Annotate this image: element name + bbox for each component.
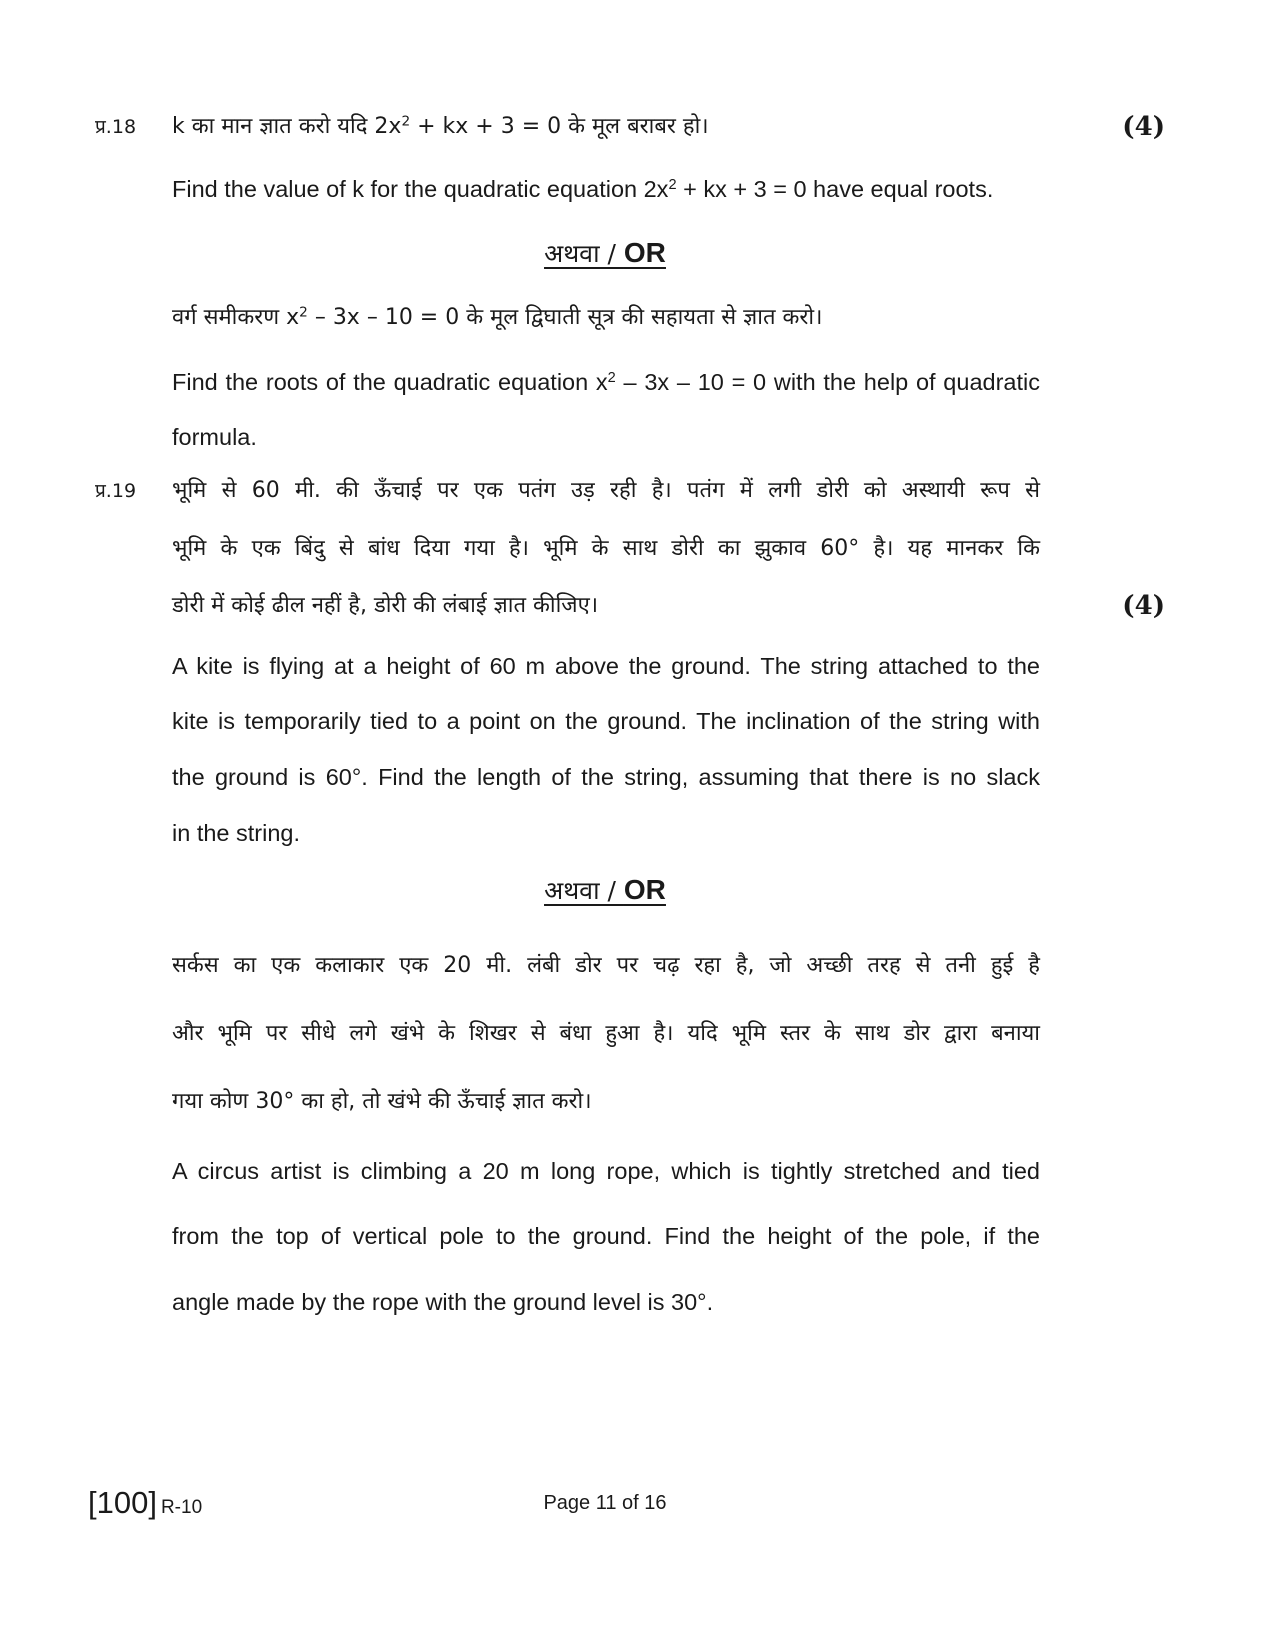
or-separator: / [599,239,624,268]
or-hindi: अथवा [544,239,600,268]
paper-code: [100] [88,1485,157,1520]
q18-hindi-superscript: 2 [401,113,411,130]
or-hindi: अथवा [544,876,600,905]
q19-english-line-4: in the string. [172,820,301,846]
q18-alt-hindi-text [172,303,1040,333]
q18-english-superscript: 2 [668,177,677,193]
q18-hindi-part-a: k का मान ज्ञात करो यदि 2x [172,114,402,139]
q19-alt-hindi-line-3: गया कोण 30° का हो, तो खंभे की ऊँचाई ज्ञात करो। [172,1089,592,1114]
q19-english-line-3: the ground is 60°. Find the length of the string, assuming that there is no slack [172,764,1040,790]
or-english: OR [623,237,666,268]
q18-marks: (4) [1122,112,1165,142]
or-english: OR [623,874,666,905]
q18-english-text [172,174,1040,204]
q18-hindi-part-b: + kx + 3 = 0 के मूल बराबर हो। [410,114,709,139]
q18-alt-english-line-1 [172,367,1040,397]
q19-alt-hindi-line-2: और भूमि पर सीधे लगे खंभे के शिखर से बंधा हुआ है। यदि भूमि स्तर के साथ डोर द्वारा बनाया [172,1021,1040,1046]
q19-or-heading [0,873,1210,908]
or-separator: / [599,876,624,905]
q18-alt-hindi-superscript: 2 [299,304,308,321]
q19-marks: (4) [1122,591,1165,621]
q19-english-line-1: A kite is flying at a height of 60 m above the ground. The string attached to the [172,653,1040,679]
series-code: R-10 [160,1497,203,1518]
q18-alt-english-part-b: – 3x – 10 = 0 with the help of quadratic [615,369,1040,395]
page-number: Page 11 of 16 [543,1492,667,1514]
q19-hindi-line-2: भूमि के एक बिंदु से बांध दिया गया है। भूमि के साथ डोरी का झुकाव 60° है। यह मानकर कि [172,536,1040,561]
question-number-19: प्र.19 [95,480,137,502]
q18-or-heading [0,236,1210,271]
q19-alt-english-line-1: A circus artist is climbing a 20 m long rope, which is tightly stretched and tied [172,1158,1040,1184]
q18-alt-english-part-a: Find the roots of the quadratic equation x [172,369,608,395]
q19-alt-english-line-3: angle made by the rope with the ground level is 30°. [172,1289,714,1315]
q19-english-line-2: kite is temporarily tied to a point on the ground. The inclination of the string with [172,708,1040,734]
q18-english-part-b: + kx + 3 = 0 have equal roots. [676,176,994,202]
q19-hindi-line-3: डोरी में कोई ढील नहीं है, डोरी की लंबाई ज्ञात कीजिए। [172,593,599,618]
q18-alt-english-superscript: 2 [607,370,616,386]
q19-alt-english-line-2: from the top of vertical pole to the ground. Find the height of the pole, if the [172,1223,1040,1249]
q18-hindi-text [172,112,1040,142]
q18-alt-english-line-2: formula. [172,424,257,450]
q19-alt-hindi-line-1: सर्कस का एक कलाकार एक 20 मी. लंबी डोर पर चढ़ रहा है, जो अच्छी तरह से तनी हुई है [172,953,1040,978]
q18-english-part-a: Find the value of k for the quadratic equation 2x [172,176,669,202]
q18-alt-hindi-part-b: – 3x – 10 = 0 के मूल द्विघाती सूत्र की सहायता से ज्ञात करो। [307,305,823,330]
q19-hindi-line-1: भूमि से 60 मी. की ऊँचाई पर एक पतंग उड़ रही है। पतंग में लगी डोरी को अस्थायी रूप से [172,478,1040,503]
question-number-18: प्र.18 [95,116,137,138]
q18-alt-hindi-part-a: वर्ग समीकरण x [172,305,300,330]
